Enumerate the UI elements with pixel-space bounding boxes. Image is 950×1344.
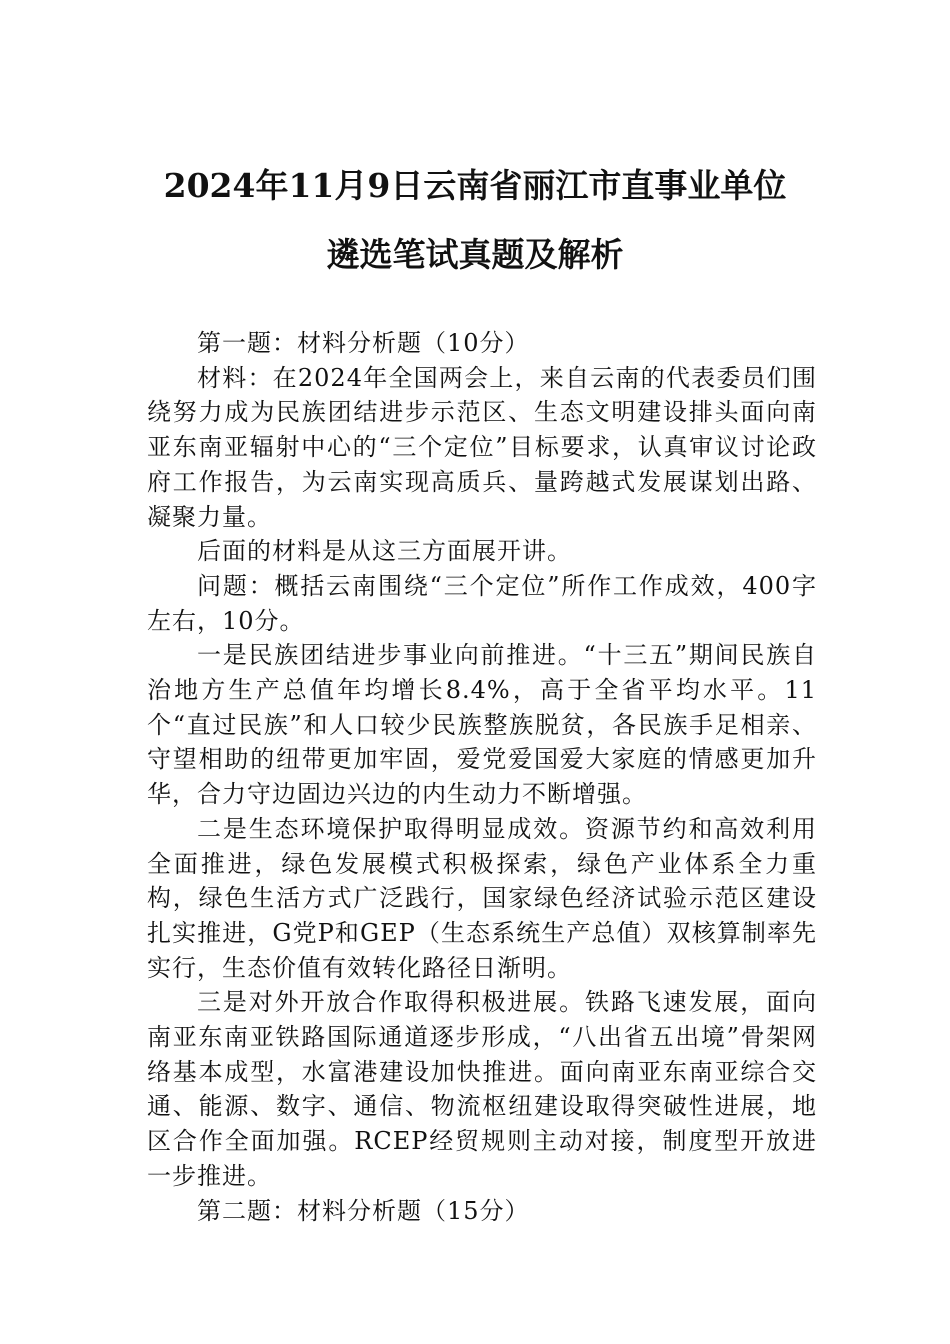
paragraph-answer-point-3: 三是对外开放合作取得积极进展。铁路飞速发展，面向南亚东南亚铁路国际通道逐步形成，“八出省五出境”骨架网络基本成型，水富港建设加快推进。面向南亚东南亚综合交通、能源、数字、通信、物流枢纽建设取得突破性进展，地区合作全面加强。RCEP经贸规则主动对接，制度型开放进一步推进。 (147, 988, 817, 1190)
paragraph-material: 材料：在2024年全国两会上，来自云南的代表委员们围绕努力成为民族团结进步示范区、生态文明建设排头面向南亚东南亚辐射中心的“三个定位”目标要求，认真审议讨论政府工作报告，为云南实现高质兵、量跨越式发展谋划出路、凝聚力量。 (147, 363, 817, 531)
paragraph-material-note: 后面的材料是从这三方面展开讲。 (197, 537, 572, 566)
paragraph-answer-point-2: 二是生态环境保护取得明显成效。资源节约和高效利用全面推进，绿色发展模式积极探索，绿色产业体系全力重构，绿色生活方式广泛践行，国家绿色经济试验示范区建设扎实推进，G党P和GEP（生态系统生产总值）双核算制率先实行，生态价值有效转化路径日渐明。 (147, 814, 817, 982)
paragraph-question-prompt: 问题：概括云南围绕“三个定位”所作工作成效，400字左右，10分。 (147, 571, 817, 635)
document-body (147, 326, 817, 1228)
paragraph-question-2-heading: 第二题：材料分析题（15分） (197, 1196, 530, 1225)
document-title-line-1: 2024年11月9日云南省丽江市直事业单位 (163, 166, 787, 205)
paragraph-question-1-heading: 第一题：材料分析题（10分） (197, 329, 530, 357)
paragraph-answer-point-1: 一是民族团结进步事业向前推进。“十三五”期间民族自治地方生产总值年均增长8.4%，高于全省平均水平。11个“直过民族”和人口较少民族整族脱贫，各民族手足相亲、守望相助的纽带更加牢固，爱党爱国爱大家庭的情感更加升华，合力守边固边兴边的内生动力不断增强。 (147, 641, 817, 809)
document-title-line-2: 遴选笔试真题及解析 (326, 235, 624, 274)
